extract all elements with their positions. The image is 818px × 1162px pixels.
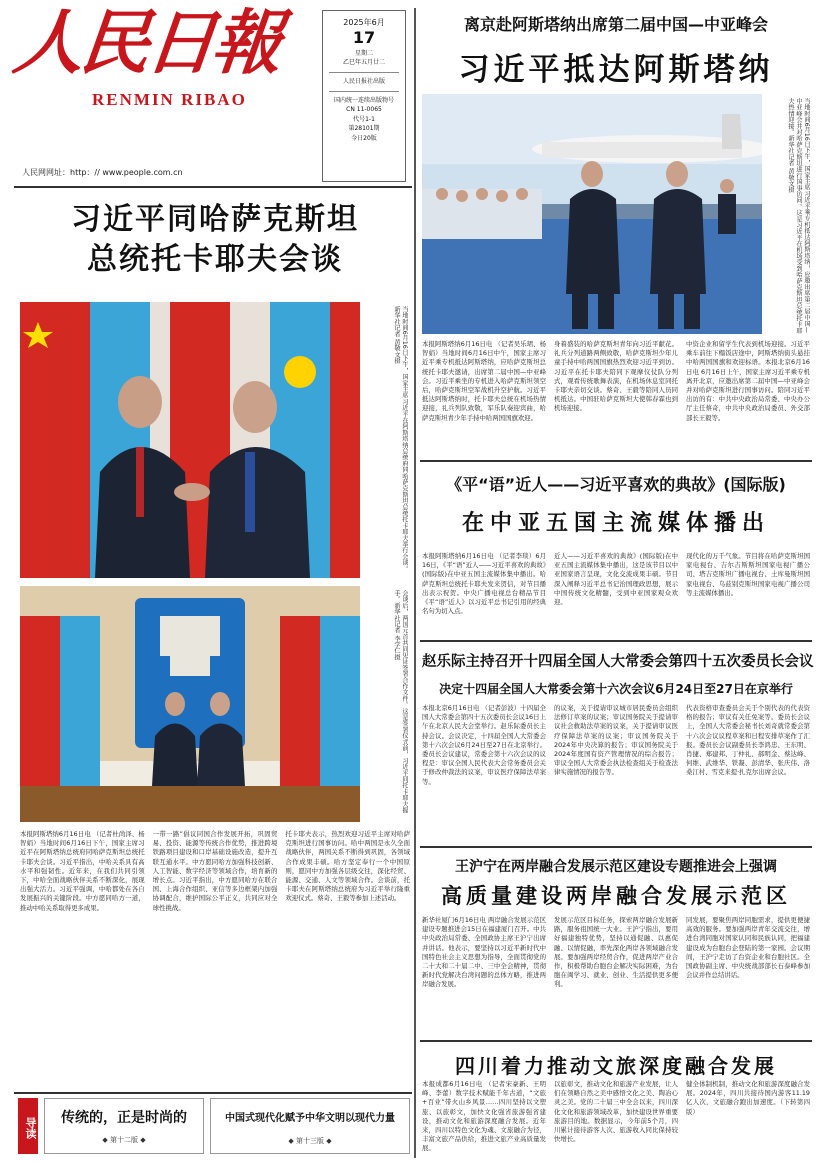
guide-rule [14, 1092, 412, 1094]
guide-item-2-page: ◆ 第十三版 ◆ [288, 1137, 332, 1145]
wang-body [422, 916, 810, 1036]
talks-photo-1 [20, 302, 360, 578]
media-body-col1: 本报阿斯塔纳6月16日电 （记者李琰）6月16日，《平“语”近人——习近平喜欢的典故》(国际版)在中亚五国主流媒体集中播出。哈萨克斯坦总统托卡耶夫发来贺信，对节目播出表示祝贺。中央广播电视总台精品节目《平“语”近人》以习近平总书记引用的经典名句为切入点。 [422, 552, 546, 616]
guide-item-2-page-text: 第十三版 [296, 1137, 324, 1145]
guide-item-1[interactable] [44, 1098, 204, 1154]
talks-body [20, 830, 410, 1088]
sichuan-rule [420, 1040, 812, 1042]
npc-headline: 赵乐际主持召开十四届全国人大常委会第四十五次委员长会议 [422, 654, 814, 670]
guide-label: 导读 [18, 1098, 38, 1154]
talks-photo-1-caption: 当地时间6月16日下午，国家主席习近平在阿斯塔纳总统府同哈萨克斯坦总统托卡耶夫举行会谈。新华社记者 黄敬文摄 [393, 306, 408, 573]
wang-rule [420, 846, 812, 848]
sichuan-body [422, 1080, 810, 1156]
astana-photo-art [422, 94, 762, 334]
wang-headline: 高质量建设两岸融合发展示范区 [441, 883, 791, 908]
talks-photo-2-art [20, 586, 360, 822]
npc-body-col3: 代表资格审查委员会关于个别代表的代表资格的报告；审议有关任免案等。委员长会议上，全国人大常委会秘书长刘奇就常委会第十六次会议议程草案和日程安排草案作了汇报。委员长会议副委员长李鸿忠、王东明、肖捷、郑建邦、丁仲礼、郝明金、蔡达峰、何维、武维华、铁凝、彭清华、张庆伟、洛桑江村、雪克来提·扎克尔出席会议。 [686, 704, 810, 777]
sichuan-body-col1: 本报成都6月16日电 （记者宋豪新、王明峰、李蕾）数字技术赋能千年古道，“文旅+百业”带火山乡风景……四川坚持以文塑旅、以旅彰文，加快文化强省旅游强省建设，推动文化和旅游深度融合发展。近年来，四川以特色文化为魂、文旅融合为径，丰富文旅产品供给，推进文旅产业高质量发展。 [422, 1080, 546, 1153]
talks-body-col3: 托卡耶夫表示，热烈欢迎习近平主席对哈萨克斯坦进行国事访问。哈中两国是永久全面战略伙伴，两国关系不断得到巩固，各领域合作成果丰硕。哈方坚定奉行一个中国原则，愿同中方加强各层级交往，深化经贸、能源、交通、人文等领域合作。会谈前，托卡耶夫在阿斯塔纳总统府为习近平举行隆重欢迎仪式。蔡奇、王毅等参加上述活动。 [285, 830, 411, 903]
npc-subhead: 决定十四届全国人大常委会第十六次会议6月24日至27日在京举行 [439, 682, 793, 696]
issue-number: 第28101期 [348, 125, 380, 133]
postal-code: 代号1-1 [353, 115, 375, 123]
date-year-month: 2025年6月 [343, 18, 385, 27]
talks-headline [20, 200, 410, 280]
astana-body-col3: 中资企业和留学生代表到机场迎接。习近平乘车前往下榻饭店途中，阿斯塔纳街头悬挂中哈两国国旗和欢迎标语。本报北京6月16日电 6月16日上午，国家主席习近平乘专机离开北京，应邀出席第二届中国—中亚峰会并对哈萨克斯坦进行国事访问。陪同习近平出访的有：中共中央政治局常委、中央办公厅主任蔡奇，中共中央政治局委员、外交部部长王毅等。 [686, 340, 810, 422]
logo-romanized: RENMIN RIBAO [92, 90, 247, 109]
media-body [422, 552, 810, 636]
astana-body [422, 340, 810, 454]
website-line: 人民网网址：http：// www.people.com.cn [22, 168, 183, 177]
sichuan-headline: 四川着力推动文旅深度融合发展 [455, 1054, 777, 1078]
media-headline-line2: 在中亚五国主流媒体播出 [461, 511, 770, 536]
talks-photo-2 [20, 586, 360, 822]
publisher: 人民日报社出版 [342, 77, 385, 85]
guide-item-2[interactable] [210, 1098, 410, 1154]
guide-item-1-page-text: 第十二版 [110, 1136, 138, 1144]
masthead-rule [14, 186, 412, 188]
media-body-col2: 近人——习近平喜欢的典故》(国际版)在中亚五国主流媒体集中播出，这是该节目以中亚国家语言呈现，文化交流成果丰硕。节目深入阐释习近平总书记治国理政思想，展示中国传统文化精髓，受到中亚国家观众欢迎。 [554, 552, 678, 607]
talks-photo-1-art [20, 302, 360, 578]
media-body-col3: 现代化的万千气象。节目将在哈萨克斯坦国家电视台、吉尔吉斯斯坦国家电视广播公司、塔吉克斯坦广播电视台、土库曼斯坦国家电视台、乌兹别克斯坦国家电视广播公司等主流媒体播出。 [686, 552, 810, 597]
cn-label: 国内统一连续出版物号 [333, 96, 394, 104]
astana-photo-caption: 当地时间6月16日下午，国家主席习近平乘专机抵达阿斯塔纳，应邀出席第二届中国—中亚峰会并对哈萨克斯坦进行国事访问。这是习近平在机场受到哈萨克斯坦总统托卡耶夫热情迎接。新华社记者 黄敬文摄 [787, 98, 810, 334]
wang-body-col1: 新华社厦门6月16日电 两岸融合发展示范区建设专题推进会15日在福建厦门召开。中共中央政治局常委、全国政协主席王沪宁出席并讲话。他表示，要坚持以习近平新时代中国特色社会主义思想为指导，全面贯彻党的二十大和二十届二中、三中全会精神，贯彻新时代党解决台湾问题的总体方略，推进两岸融合发展。 [422, 916, 546, 989]
date-weekday: 星期二 [354, 49, 373, 57]
talks-body-col2: 一带一路”倡议同国合作发展开拓，巩固贸易、投资、能源等传统合作优势，推进跨境铁路项目建设和口岸基础设施改造，提升互联互通水平。中方愿同哈方加强科技创新、人工智能、数字经济等领域合作，培育新的增长点。习近平指出，中方愿同哈方在联合国、上海合作组织、亚信等多边框架内加强协调配合，维护国际公平正义，共同应对全球性挑战。 [152, 830, 278, 912]
sichuan-body-col2: 以旅彰文，推动文化和旅游产业发展，让人们在领略自然之美中感悟文化之美、陶冶心灵之美。党的二十届三中全会以来，四川深化文化和旅游领域改革，加快建设世界重要旅游目的地。数据显示，今年前5个月，四川累计接待游客人次、旅游收入同比保持较快增长。 [554, 1080, 678, 1144]
astana-body-col2: 身着盛装的哈萨克斯坦青年向习近平献花。礼兵分列道路两侧致敬，哈萨克斯坦少年儿童手持中哈两国国旗热烈欢迎习近平到访。习近平在托卡耶夫陪同下观摩仪仗队分列式，观看传统歌舞表演，在机场休息室同托卡耶夫亲切交谈。蔡奇、王毅等陪同人员同机抵达。中国驻哈萨克斯坦大使韩春霖也到机场迎接。 [554, 340, 678, 413]
talks-body-col1: 本报阿斯塔纳6月16日电 （记者杜尚泽、杨智娟）当地时间6月16日下午，国家主席习近平在阿斯塔纳总统府同哈萨克斯坦总统托卡耶夫会谈。习近平指出，中哈关系具有高水平和强韧性。近年来，在我们共同引领下，中哈全面战略伙伴关系不断深化，展现出强大活力。习近平强调，中哈都处在各自发展振兴的关键阶段。中方愿同哈方一道，推动中哈关系取得更多成果。 [20, 830, 145, 912]
wang-body-col2: 发展示范区目标任务，探索两岸融合发展新路，服务祖国统一大业。王沪宁指出，要用好福建独特优势，坚持以通促融、以惠促融、以情促融，率先深化两岸各领域融合发展。要加强两岸经贸合作，促进两岸产业合作，积极帮助台胞台企解决实际困难，为台胞在闽学习、就业、创业、生活提供更多便利。 [554, 916, 678, 989]
wang-kicker: 王沪宁在两岸融合发展示范区建设专题推进会上强调 [455, 859, 777, 875]
page-count: 今日20版 [351, 134, 377, 142]
astana-body-col1: 本报阿斯塔纳6月16日电 （记者吴乐珺、杨智娟）当地时间6月16日中午，国家主席习近平乘专机抵达阿斯塔纳，应哈萨克斯坦总统托卡耶夫邀请，出席第二届中国—中亚峰会。习近平乘坐的专机进入哈萨克斯坦领空后，哈萨克斯坦空军战机升空护航。习近平抵达阿斯塔纳时，托卡耶夫总统在机场热情迎接，礼兵列队致敬，军乐队奏迎宾曲，哈萨克斯坦青少年手持中哈两国国旗欢迎。 [422, 340, 546, 422]
npc-body [422, 704, 810, 842]
media-rule [420, 460, 812, 462]
talks-photo-2-caption: 会谈后，两国元首共同见证签署合作文件。这是签署仪式前，习近平同托卡耶夫握手。新华社记者 李学仁摄 [393, 590, 408, 814]
media-headline-line1: 《平“语”近人——习近平喜欢的典故》(国际版) [446, 475, 786, 494]
talks-headline-line2: 总统托卡耶夫会谈 [87, 242, 343, 277]
masthead-logo [9, 1, 316, 148]
npc-body-col2: 的议案，关于提请审议城市居民委员会组织法修订草案的议案；审议国务院关于提请审议社会救助法草案的议案，关于提请审议医疗保障法草案的议案；审议国务院关于2024年中央决算的报告；审议国务院关于2024年度国有资产管理情况的综合报告；审议全国人大常委会执法检查组关于检查法律实施情况的报告等。 [554, 704, 678, 777]
guide-item-2-title: 中国式现代化赋予中华文明以现代力量 [225, 1113, 395, 1124]
wang-body-col3: 同发展，要聚焦两岸同胞需求，提供更便捷高效的服务。要加强两岸青年交流交往，增进台湾同胞对国家认同和民族认同，把福建建设成为台胞台企登陆的第一家园。会议期间，王沪宁走访了台资企业和台胞社区。全国政协副主席、中央统战部部长石泰峰参加会议并作总结讲话。 [686, 916, 810, 980]
talks-headline-line1: 习近平同哈萨克斯坦 [71, 202, 359, 237]
cn-number: CN 11-0065 [346, 106, 382, 114]
astana-headline: 习近平抵达阿斯塔纳 [458, 52, 774, 88]
guide-item-1-page: ◆ 第十二版 ◆ [102, 1136, 146, 1144]
guide-item-1-title: 传统的，正是时尚的 [61, 1110, 187, 1126]
astana-kicker: 离京赴阿斯塔纳出席第二届中国—中亚峰会 [463, 15, 768, 34]
column-divider [414, 8, 416, 1158]
date-day: 17 [352, 28, 376, 47]
logo-text: 人民日報 [9, 1, 283, 84]
npc-rule [420, 640, 812, 642]
astana-photo [422, 94, 762, 334]
date-lunar: 乙巳年五月廿二 [342, 59, 385, 67]
date-box [322, 10, 406, 182]
npc-body-col1: 本报北京6月16日电 （记者彭波）十四届全国人大常委会第四十五次委员长会议16日上午在北京人民大会堂举行。赵乐际委员长主持会议。会议决定，十四届全国人大常委会第十六次会议6月24日至27日在北京举行。委员长会议建议，常委会第十六次会议的议程是：审议全国人民代表大会常务委员会关于修改仲裁法的议案，审议医疗保障法草案等。 [422, 704, 546, 786]
sichuan-body-col3: 健全体制机制，推动文化和旅游深度融合发展。2024年，四川共接待国内游客11.19亿人次，文旅融合跑出加速度。（下转第四版） [686, 1080, 810, 1116]
